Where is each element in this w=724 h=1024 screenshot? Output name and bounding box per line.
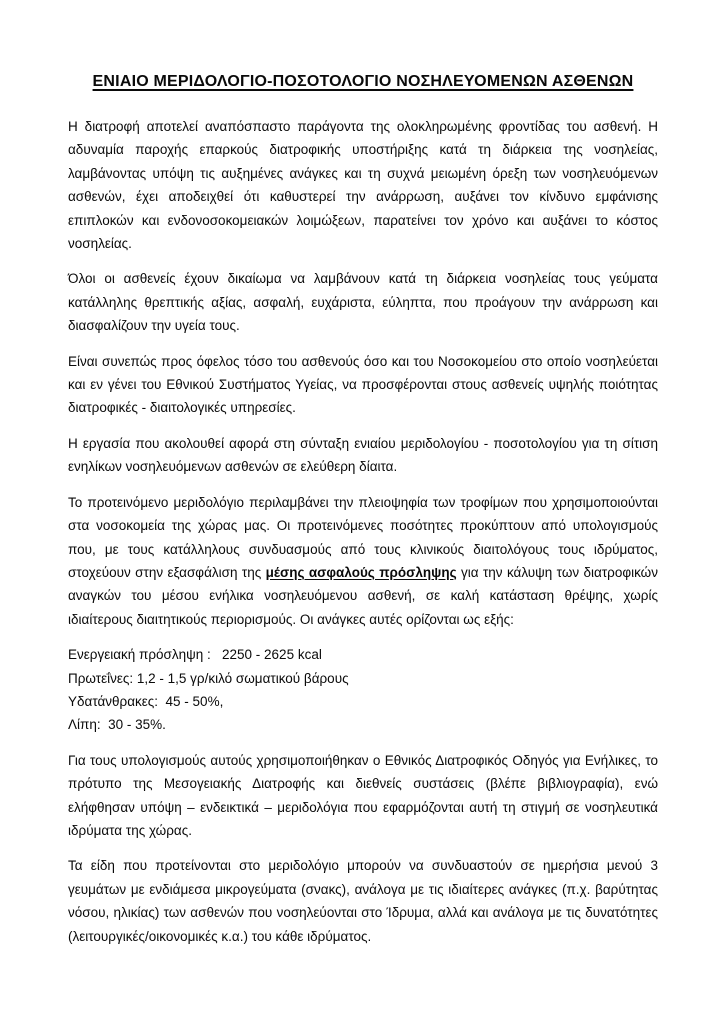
paragraph-proposed-portions-tail: για την κάλυψη των διατροφικών αναγκών του μέσου ενήλικα νοσηλευόμενου ασθενή, σε καλή κατάσταση θρέψης, χωρίς ιδιαίτερους διαιτητικούς περιορισμούς. Οι ανάγκες αυτές ορίζονται ως εξής: — [68, 564, 658, 627]
paragraph-proposed-portions — [68, 491, 658, 631]
nutrition-carbohydrates: Υδατάνθρακες: 45 - 50%, — [68, 693, 224, 709]
nutrition-fats: Λίπη: 30 - 35%. — [68, 717, 166, 733]
paragraph-menu-combinations: Τα είδη που προτείνονται στο μεριδολόγιο μπορούν να συνδυαστούν σε ημερήσια μενού 3 γευμάτων με ενδιάμεσα μικρογεύματα (σνακς), ανάλογα με τις ιδιαίτερες ανάγκες (π.χ. βαρύτητας νόσου, ηλικίας) των ασθενών που νοσηλεύονται στο Ίδρυμα, αλλά και ανάλογα με τις δυνατότητες (λειτουργικές/οικονομικές κ.α.) του κάθε ιδρύματος. — [68, 858, 658, 944]
nutrition-proteins: Πρωτεΐνες: 1,2 - 1,5 γρ/κιλό σωματικού βάρους — [68, 670, 349, 686]
paragraph-hospital-benefit: Είναι συνεπώς προς όφελος τόσο του ασθενούς όσο και του Νοσοκομείου στο οποίο νοσηλεύεται και εν γένει του Εθνικού Συστήματος Υγείας, να προσφέρονται στους ασθενείς υψηλής ποιότητας διατροφικές - διαιτολογικές υπηρεσίες. — [68, 353, 658, 416]
document-title: ΕΝΙΑΙΟ ΜΕΡΙΔΟΛΟΓΙΟ-ΠΟΣΟΤΟΛΟΓΙΟ ΝΟΣΗΛΕΥΟΜΕΝΩΝ ΑΣΘΕΝΩΝ — [92, 73, 634, 90]
nutrition-requirements-list — [68, 643, 658, 737]
paragraph-work-scope: Η εργασία που ακολουθεί αφορά στη σύνταξη ενιαίου μεριδολογίου - ποσοτολογίου για τη σίτιση ενηλίκων νοσηλευόμενων ασθενών σε ελεύθερη δίαιτα. — [68, 435, 658, 475]
paragraph-nutrition-importance: Η διατροφή αποτελεί αναπόσπαστο παράγοντα της ολοκληρωμένης φροντίδας του ασθενή. Η αδυναμία παροχής επαρκούς διατροφικής υποστήριξης κατά τη διάρκεια της νοσηλείας, λαμβάνοντας υπόψη τις αυξημένες ανάγκες και τη συχνά μειωμένη όρεξη των νοσηλευόμενων ασθενών, έχει αποδειχθεί ότι καθυστερεί την ανάρρωση, αυξάνει τον κίνδυνο εμφάνισης επιπλοκών και ενδονοσοκομειακών λοιμώξεων, παρατείνει τον χρόνο και αυξάνει το κόστος νοσηλείας. — [68, 119, 658, 252]
paragraph-proposed-portions-lead: Το προτεινόμενο μεριδολόγιο περιλαμβάνει την πλειοψηφία των τροφίμων που χρησιμοποιούνται στα νοσοκομεία της χώρας μας. Οι προτεινόμενες ποσότητες προκύπτουν από υπολογισμούς που, με τους κατάλληλους συνδυασμούς από τους κλινικούς διαιτολόγους τους ιδρύματος, στοχεύουν στην εξασφάλιση της — [68, 494, 658, 580]
paragraph-calculation-sources: Για τους υπολογισμούς αυτούς χρησιμοποιήθηκαν ο Εθνικός Διατροφικός Οδηγός για Ενήλικες, το πρότυπο της Μεσογειακής Διατροφής και διεθνείς συστάσεις (βλέπε βιβλιογραφία), ενώ ελήφθησαν υπόψη – ενδεικτικά – μεριδολόγια που εφαρμόζονται αυτή τη στιγμή σε νοσηλευτικά ιδρύματα της χώρας. — [68, 752, 658, 838]
nutrition-energy-intake: Ενεργειακή πρόσληψη : 2250 - 2625 kcal — [68, 647, 322, 663]
paragraph-patient-rights: Όλοι οι ασθενείς έχουν δικαίωμα να λαμβάνουν κατά τη διάρκεια νοσηλείας τους γεύματα κατάλληλης θρεπτικής αξίας, ασφαλή, ευχάριστα, εύληπτα, που προάγουν την ανάρρωση και διασφαλίζουν την υγεία τους. — [68, 271, 658, 334]
mean-safe-intake-phrase: μέσης ασφαλούς πρόσληψης — [265, 564, 457, 580]
